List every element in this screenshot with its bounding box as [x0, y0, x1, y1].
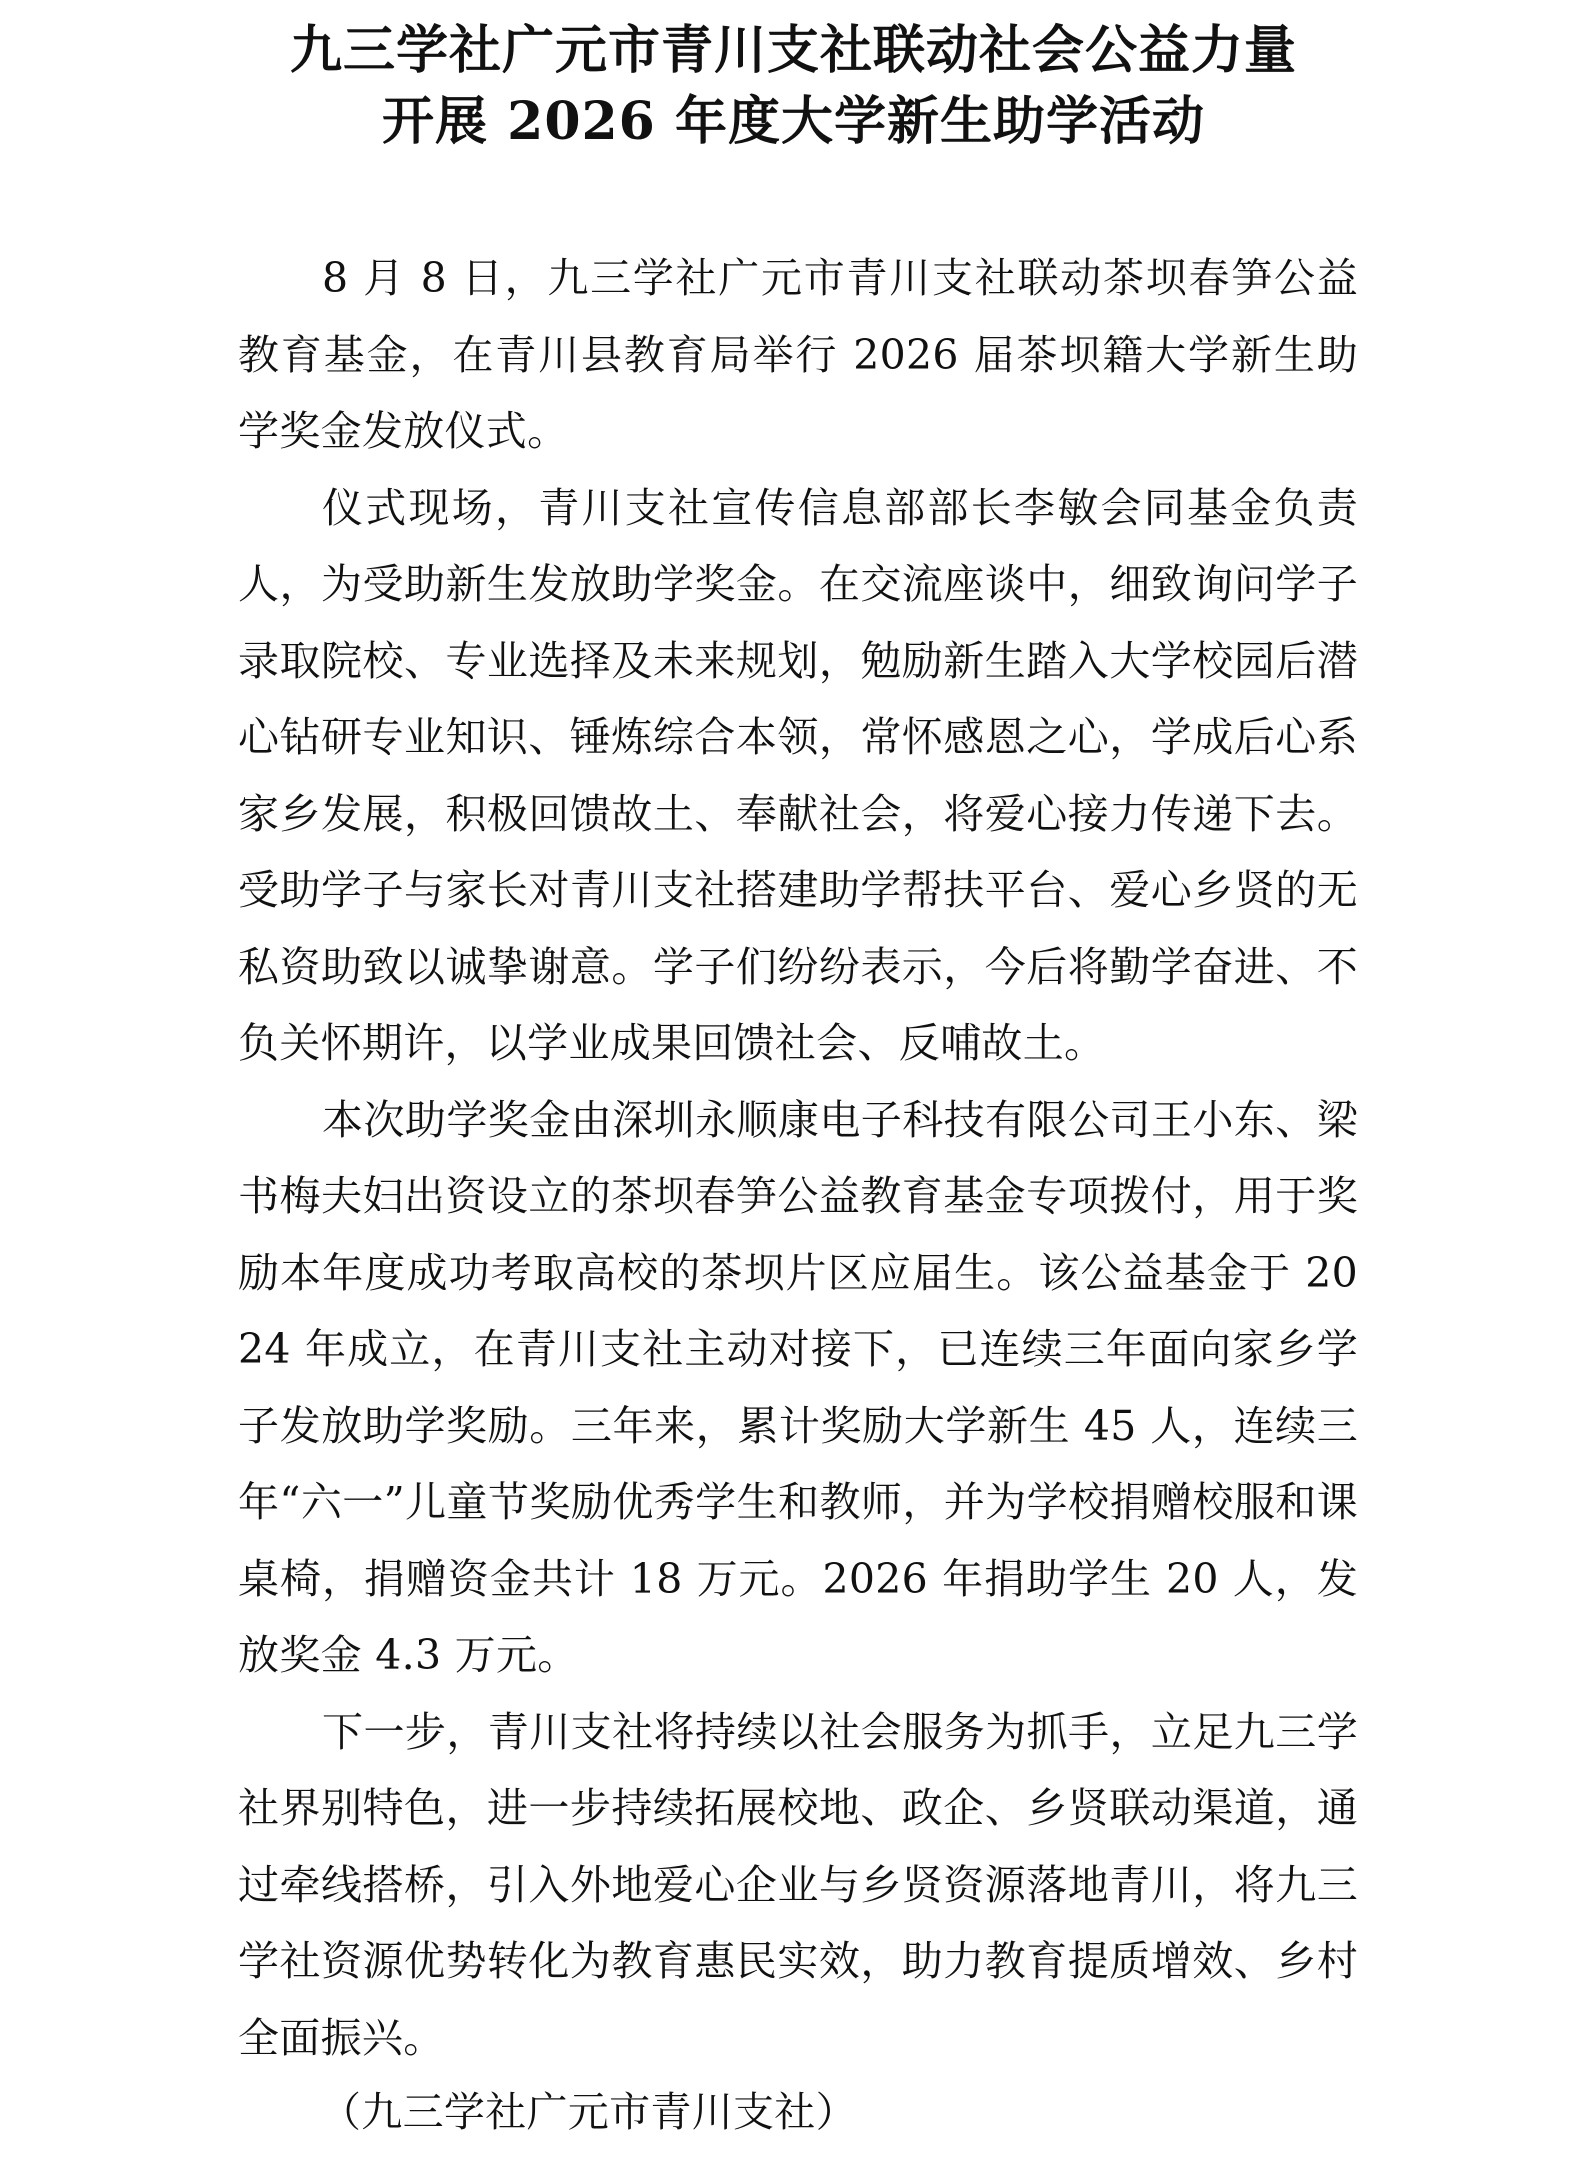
- paragraph-2: 仪式现场，青川支社宣传信息部部长李敏会同基金负责人，为受助新生发放助学奖金。在交流座谈中，细致询问学子录取院校、专业选择及未来规划，勉励新生踏入大学校园后潜心钻研专业知识、锤炼综合本领，常怀感恩之心，学成后心系家乡发展，积极回馈故土、奉献社会，将爱心接力传递下去。受助学子与家长对青川支社搭建助学帮扶平台、爱心乡贤的无私资助致以诚挚谢意。学子们纷纷表示，今后将勤学奋进、不负关怀期许，以学业成果回馈社会、反哺故土。: [238, 483, 1358, 1067]
- article-body: [238, 240, 1358, 2076]
- article-title-line-2: 开展 2026 年度大学新生助学活动: [382, 91, 1205, 152]
- paragraph-3: 本次助学奖金由深圳永顺康电子科技有限公司王小东、梁书梅夫妇出资设立的茶坝春笋公益教育基金专项拨付，用于奖励本年度成功考取高校的茶坝片区应届生。该公益基金于 2024 年成立，在青川支社主动对接下，已连续三年面向家乡学子发放助学奖励。三年来，累计奖励大学新生 45 人，连续三年“六一”儿童节奖励优秀学生和教师，并为学校捐赠校服和课桌椅，捐赠资金共计 18 万元。2026 年捐助学生 20 人，发放奖金 4.3 万元。: [238, 1095, 1358, 1679]
- paragraph-1: 8 月 8 日，九三学社广元市青川支社联动茶坝春笋公益教育基金，在青川县教育局举行 2026 届茶坝籍大学新生助学奖金发放仪式。: [238, 254, 1358, 455]
- paragraph-4: 下一步，青川支社将持续以社会服务为抓手，立足九三学社界别特色，进一步持续拓展校地、政企、乡贤联动渠道，通过牵线搭桥，引入外地爱心企业与乡贤资源落地青川，将九三学社资源优势转化为教育惠民实效，助力教育提质增效、乡村全面振兴。: [238, 1707, 1358, 2062]
- article-byline: （九三学社广元市青川支社）: [320, 2088, 857, 2136]
- article-title-line-1: 九三学社广元市青川支社联动社会公益力量: [289, 20, 1297, 81]
